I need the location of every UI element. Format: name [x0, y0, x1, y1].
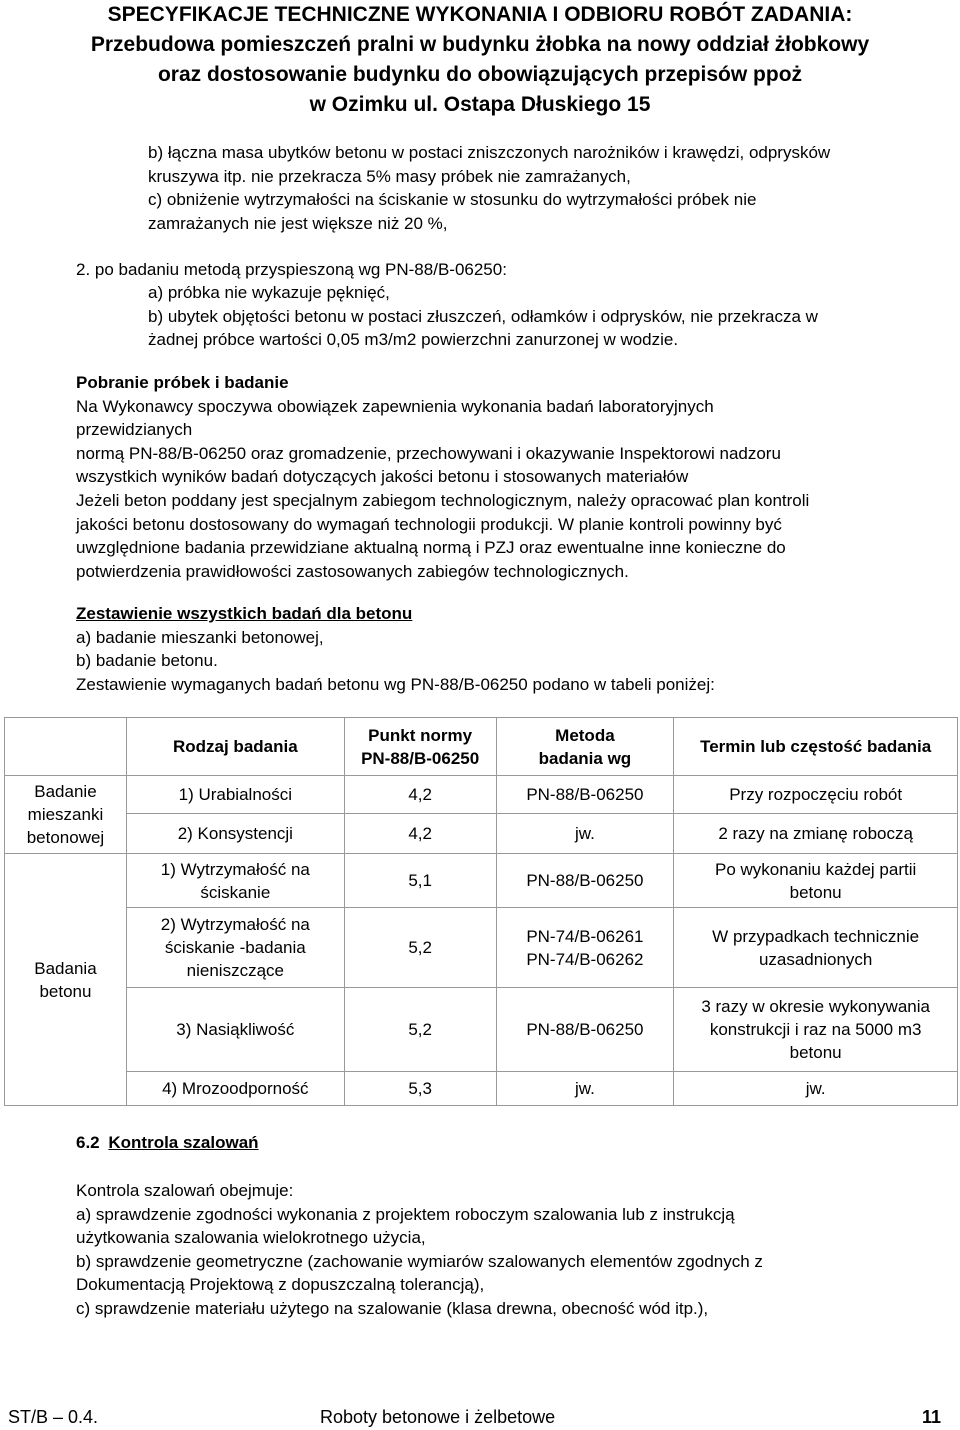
page-number: 11	[922, 1407, 942, 1427]
cell-punkt: 5,3	[344, 1072, 496, 1106]
table-row	[5, 854, 958, 908]
table-row	[5, 814, 958, 854]
cell-rodzaj: 1) Wytrzymałość na ściskanie	[126, 854, 344, 908]
cell-rodzaj: 3) Nasiąkliwość	[126, 988, 344, 1072]
header-line-1: SPECYFIKACJE TECHNICZNE WYKONANIA I ODBIORU ROBÓT ZADANIA:	[107, 3, 853, 26]
section-title: Kontrola szalowań	[108, 1133, 259, 1152]
cell-rodzaj: 2) Konsystencji	[126, 814, 344, 854]
text-line: a) badanie mieszanki betonowej,	[76, 627, 324, 647]
text-line: Na Wykonawcy spoczywa obowiązek zapewnienia wykonania badań laboratoryjnych	[76, 396, 714, 416]
empty-header-cell	[5, 718, 127, 776]
header-line-4: w Ozimku ul. Ostapa Dłuskiego 15	[309, 93, 651, 116]
cell-punkt: 5,1	[344, 854, 496, 908]
cell-rodzaj: 4) Mrozoodporność	[126, 1072, 344, 1106]
header-rodzaj: Rodzaj badania	[126, 718, 344, 776]
header-punkt: Punkt normy PN-88/B-06250	[344, 718, 496, 776]
text-line: b) badanie betonu.	[76, 651, 218, 671]
cell-metoda: jw.	[496, 1072, 674, 1106]
cell-metoda: jw.	[496, 814, 674, 854]
text-line: potwierdzenia prawidłowości zastosowanych zabiegów technologicznych.	[76, 561, 629, 581]
cell-punkt: 5,2	[344, 988, 496, 1072]
footer-title: Roboty betonowe i żelbetowe	[320, 1407, 556, 1427]
text-line: uwzględnione badania przewidziane aktualną normą i PZJ oraz ewentualne inne konieczne do	[76, 538, 786, 558]
text-line: żadnej próbce wartości 0,05 m3/m2 powierzchni zanurzonej w wodzie.	[148, 330, 679, 350]
table-row	[5, 988, 958, 1072]
header-line-3: oraz dostosowanie budynku do obowiązujących przepisów ppoż	[157, 63, 803, 86]
table-row	[5, 1072, 958, 1106]
cell-metoda: PN-88/B-06250	[496, 988, 674, 1072]
text-line: użytkowania szalowania wielokrotnego użycia,	[76, 1228, 426, 1248]
text-line: Kontrola szalowań obejmuje:	[76, 1181, 294, 1200]
cell-termin: 3 razy w okresie wykonywania konstrukcji i raz na 5000 m3 betonu	[674, 988, 958, 1072]
text-line: normą PN-88/B-06250 oraz gromadzenie, przechowywani i okazywanie Inspektorowi nadzoru	[76, 443, 781, 463]
cell-metoda: PN-88/B-06250	[496, 776, 674, 814]
text-line: 2. po badaniu metodą przyspieszoną wg PN-88/B-06250:	[76, 260, 507, 279]
cell-termin: Po wykonaniu każdej partii betonu	[674, 854, 958, 908]
cell-punkt: 4,2	[344, 814, 496, 854]
text-line: Zestawienie wymaganych badań betonu wg PN-88/B-06250 podano w tabeli poniżej:	[76, 674, 715, 694]
cell-punkt: 4,2	[344, 776, 496, 814]
cell-metoda: PN-88/B-06250	[496, 854, 674, 908]
footer-code: ST/B – 0.4.	[8, 1407, 99, 1427]
text-line: b) łączna masa ubytków betonu w postaci zniszczonych narożników i krawędzi, odprysków	[148, 143, 831, 162]
table-header-row	[5, 718, 958, 776]
section-heading: Zestawienie wszystkich badań dla betonu	[76, 604, 413, 623]
text-line: c) sprawdzenie materiału użytego na szalowanie (klasa drewna, obecność wód itp.),	[76, 1298, 709, 1318]
text-line: wszystkich wyników badań dotyczących jakości betonu i stosowanych materiałów	[76, 467, 689, 487]
text-line: jakości betonu dostosowany do wymagań technologii produkcji. W planie kontroli powinny być	[76, 514, 782, 534]
text-line: b) ubytek objętości betonu w postaci złuszczeń, odłamków i odprysków, nie przekracza w	[148, 306, 818, 326]
text-line: kruszywa itp. nie przekracza 5% masy próbek nie zamrażanych,	[148, 166, 631, 186]
text-line: Jeżeli beton poddany jest specjalnym zabiegom technologicznym, należy opracować plan kontroli	[76, 490, 810, 510]
table-row	[5, 908, 958, 988]
text-line: a) próbka nie wykazuje pęknięć,	[148, 283, 390, 302]
text-line: b) sprawdzenie geometryczne (zachowanie wymiarów szalowanych elementów zgodnych z	[76, 1251, 763, 1271]
group-label-mixture: Badanie mieszanki betonowej	[5, 776, 127, 854]
header-metoda: Metoda badania wg	[496, 718, 674, 776]
group-label-concrete: Badania betonu	[5, 854, 127, 1106]
section-6-2-heading	[76, 1131, 259, 1155]
section-heading: Pobranie próbek i badanie	[76, 373, 289, 392]
header-line-2: Przebudowa pomieszczeń pralni w budynku żłobka na nowy oddział żłobkowy	[90, 33, 870, 56]
text-line: Dokumentacją Projektową z dopuszczalną tolerancją),	[76, 1275, 485, 1295]
cell-termin: 2 razy na zmianę roboczą	[674, 814, 958, 854]
cell-rodzaj: 2) Wytrzymałość na ściskanie -badania nieniszczące	[126, 908, 344, 988]
cell-termin: Przy rozpoczęciu robót	[674, 776, 958, 814]
cell-termin: jw.	[674, 1072, 958, 1106]
point-2-item	[76, 258, 507, 282]
intro-paragraph	[148, 141, 830, 235]
table-row	[5, 776, 958, 814]
text-line: przewidzianych	[76, 420, 193, 440]
point-2-details	[148, 281, 818, 352]
cell-punkt: 5,2	[344, 908, 496, 988]
header-termin: Termin lub częstość badania	[674, 718, 958, 776]
summary-section	[76, 602, 715, 696]
cell-rodzaj: 1) Urabialności	[126, 776, 344, 814]
section-number: 6.2	[76, 1133, 100, 1152]
document-header	[0, 0, 960, 120]
cell-termin: W przypadkach technicznie uzasadnionych	[674, 908, 958, 988]
tests-table	[4, 717, 958, 1106]
sampling-section	[76, 371, 809, 583]
text-line: c) obniżenie wytrzymałości na ściskanie w stosunku do wytrzymałości próbek nie	[148, 190, 757, 210]
text-line: a) sprawdzenie zgodności wykonania z projektem roboczym szalowania lub z instrukcją	[76, 1204, 735, 1224]
formwork-section	[76, 1179, 763, 1321]
text-line: zamrażanych nie jest większe niż 20 %,	[148, 213, 448, 233]
cell-metoda: PN-74/B-06261 PN-74/B-06262	[496, 908, 674, 988]
